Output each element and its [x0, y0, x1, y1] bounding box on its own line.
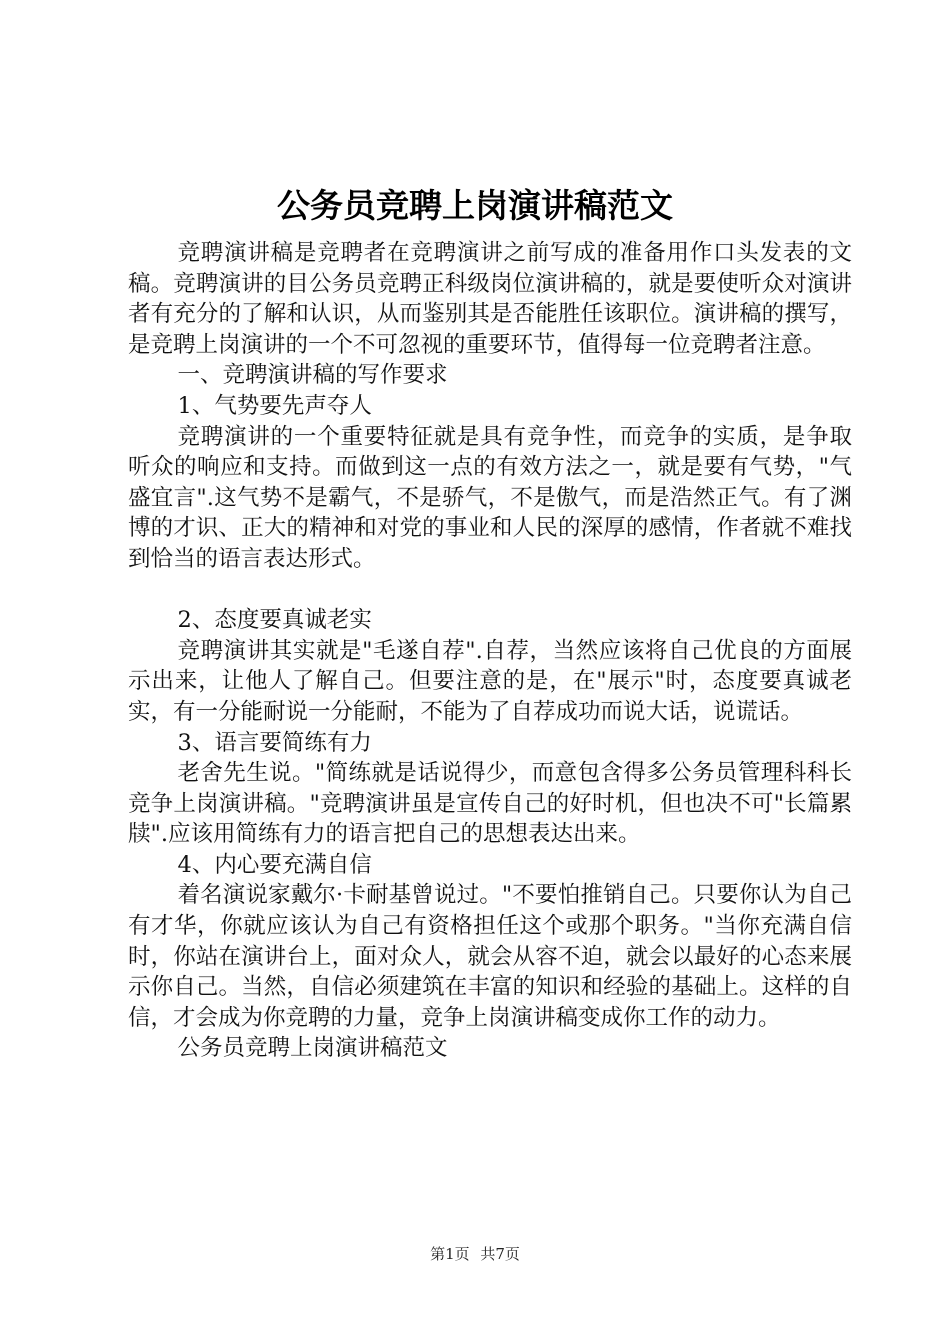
- page-footer: [0, 1243, 950, 1264]
- page-total: 共7页: [480, 1245, 520, 1263]
- document-body: [128, 238, 852, 1064]
- subsection-heading: 1、气势要先声夺人: [177, 392, 372, 419]
- closing-line: 公务员竞聘上岗演讲稿范文: [177, 1035, 448, 1062]
- subsection-heading: 2、态度要真诚老实: [177, 607, 372, 634]
- page-title: 公务员竞聘上岗演讲稿范文: [277, 186, 673, 225]
- blank-line: [128, 575, 852, 606]
- subsection-heading: 3、语言要简练有力: [177, 729, 372, 756]
- paragraph: 竞聘演讲稿是竞聘者在竞聘演讲之前写成的准备用作口头发表的文稿。竞聘演讲的目公务员竞聘正科级岗位演讲稿的，就是要使听众对演讲者有充分的了解和认识，从而鉴别其是否能胜任该职位。演讲稿的撰写，是竞聘上岗演讲的一个不可忽视的重要环节，值得每一位竞聘者注意。: [128, 240, 852, 358]
- section-heading: 一、竞聘演讲稿的写作要求: [177, 362, 448, 389]
- paragraph: 老舍先生说。"简练就是话说得少，而意包含得多公务员管理科科长竞争上岗演讲稿。"竞聘演讲虽是宣传自己的好时机，但也决不可"长篇累牍".应该用简练有力的语言把自己的思想表达出来。: [128, 760, 852, 848]
- page-number: 第1页: [430, 1245, 470, 1263]
- paragraph: 着名演说家戴尔·卡耐基曾说过。"不要怕推销自己。只要你认为自己有才华，你就应该认为自己有资格担任这个或那个职务。"当你充满自信时，你站在演讲台上，面对众人，就会从容不迫，就会以最好的心态来展示你自己。当然，自信必须建筑在丰富的知识和经验的基础上。这样的自信，才会成为你竞聘的力量，竞争上岗演讲稿变成你工作的动力。: [128, 882, 852, 1031]
- subsection-heading: 4、内心要充满自信: [177, 851, 372, 878]
- paragraph: 竞聘演讲其实就是"毛遂自荐".自荐，当然应该将自己优良的方面展示出来，让他人了解自己。但要注意的是，在"展示"时，态度要真诚老实，有一分能耐说一分能耐，不能为了自荐成功而说大话，说谎话。: [128, 637, 852, 725]
- paragraph: 竞聘演讲的一个重要特征就是具有竞争性，而竞争的实质，是争取听众的响应和支持。而做到这一点的有效方法之一，就是要有气势，"气盛宜言".这气势不是霸气，不是骄气，不是傲气，而是浩然正气。有了渊博的才识、正大的精神和对党的事业和人民的深厚的感情，作者就不难找到恰当的语言表达形式。: [128, 423, 852, 572]
